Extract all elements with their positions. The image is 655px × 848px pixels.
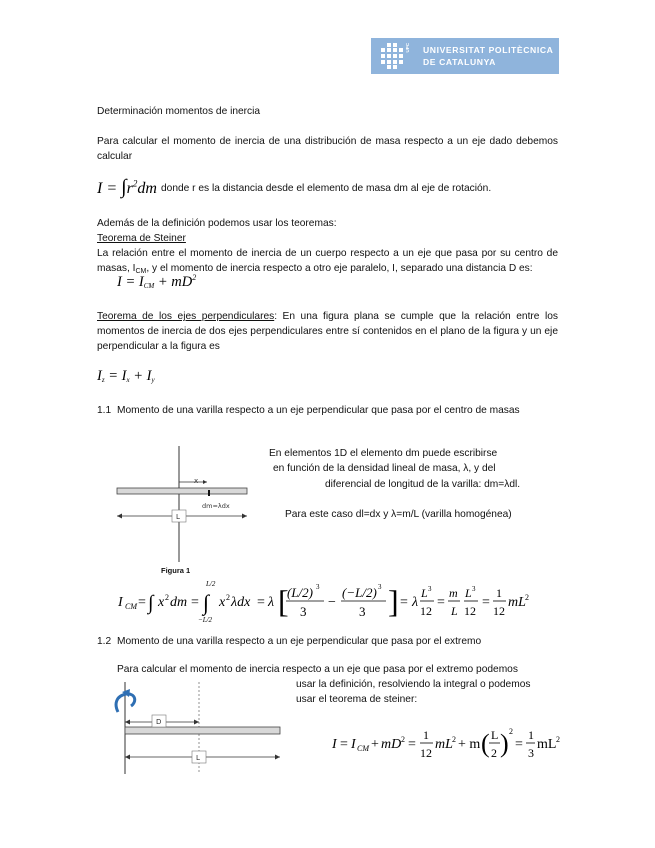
svg-text:2: 2 — [226, 593, 230, 602]
svg-text:1: 1 — [528, 728, 534, 742]
svg-text:2: 2 — [401, 735, 405, 744]
fig1-label-dm: dm=λdx — [202, 502, 230, 510]
svg-text:2: 2 — [525, 593, 529, 602]
svg-text:(: ( — [481, 729, 490, 758]
svg-text:x: x — [158, 595, 165, 610]
svg-text:(L/2): (L/2) — [287, 585, 313, 600]
formula-note: donde r es la distancia desde el elemento de masa dm al eje de rotación. — [161, 183, 492, 194]
svg-text:−L/2: −L/2 — [198, 616, 213, 624]
perp-text-body: : En una figura plana se cumple que la relación entre los momentos de inercia de dos ejes perpendiculares entre sí contenidos en el plano de la figura y un eje perpendicular a la figura es — [97, 311, 558, 352]
svg-text:λdx: λdx — [231, 595, 251, 610]
svg-text:x: x — [219, 595, 226, 610]
logo-emblem-icon — [379, 43, 403, 69]
svg-text:]: ] — [388, 583, 399, 619]
svg-text:=: = — [408, 737, 416, 752]
figure-1-caption: Figura 1 — [161, 566, 191, 575]
svg-text:mL: mL — [508, 595, 526, 610]
svg-text:L: L — [421, 586, 428, 600]
svg-text:L/2: L/2 — [206, 580, 216, 588]
perp-heading: Teorema de los ejes perpendiculares — [97, 311, 275, 322]
svg-text:CM: CM — [125, 602, 137, 611]
svg-text:mL: mL — [537, 737, 557, 752]
svg-text:∫: ∫ — [148, 592, 154, 614]
svg-text:3: 3 — [428, 585, 432, 593]
fig1-label-l: L — [176, 513, 180, 521]
fig2-label-d: D — [156, 718, 162, 726]
svg-text:=: = — [191, 595, 199, 610]
section-1-heading: Momento de una varilla respecto a un eje perpendicular que pasa por el centro de masas — [117, 405, 520, 416]
svg-text:I: I — [118, 595, 123, 610]
svg-text:3: 3 — [528, 746, 534, 760]
svg-text:3: 3 — [300, 604, 307, 619]
svg-text:3: 3 — [378, 583, 382, 591]
rod-center-inertia-formula — [110, 576, 530, 628]
svg-text:2: 2 — [165, 593, 169, 602]
svg-text:1: 1 — [496, 586, 502, 600]
perp-text — [97, 309, 558, 354]
steiner-text-b: , y el momento de inercia respecto a otro eje paralelo, I, separado una distancia D es: — [146, 263, 533, 274]
fig1-label-x: x — [194, 477, 199, 485]
logo-line-1: UNIVERSITAT POLITÈCNICA — [423, 45, 554, 55]
section-1-text-1: En elementos 1D el elemento dm puede escribirse — [269, 448, 498, 459]
svg-text:12: 12 — [464, 604, 476, 618]
svg-text:12: 12 — [493, 604, 505, 618]
steiner-text-a: La relación entre el momento de inercia de un cuerpo respecto a un eje que pasa por su centro de masas, I — [97, 248, 558, 274]
svg-text:I: I — [351, 737, 356, 752]
svg-text:12: 12 — [420, 604, 432, 618]
svg-text:=: = — [515, 737, 523, 752]
svg-text:L: L — [451, 604, 458, 618]
svg-text:I: I — [332, 737, 337, 752]
svg-text:m: m — [449, 586, 458, 600]
svg-text:3: 3 — [316, 583, 320, 591]
svg-text:=: = — [437, 595, 445, 610]
fig2-label-l: L — [196, 754, 200, 762]
theorems-intro: Además de la definición podemos usar los teoremas: — [97, 218, 337, 229]
section-2-text-3: usar el teorema de steiner: — [296, 694, 418, 705]
perpendicular-axes-formula: $I_z = I_x + I_y$ — [97, 368, 155, 384]
section-1-text-3: diferencial de longitud de la varilla: dm=λdl. — [325, 479, 521, 490]
university-logo — [371, 38, 559, 74]
svg-text:L: L — [491, 728, 499, 742]
svg-text:(−L/2): (−L/2) — [342, 585, 377, 600]
svg-text:dm: dm — [170, 595, 188, 610]
svg-text:2: 2 — [452, 735, 456, 744]
svg-text:mD: mD — [381, 737, 402, 752]
svg-text:CM: CM — [357, 744, 369, 753]
svg-text:2: 2 — [556, 735, 560, 744]
svg-text:λ: λ — [268, 595, 275, 610]
figure-2-rod-end — [112, 678, 288, 778]
page-title: Determinación momentos de inercia — [97, 106, 261, 117]
section-1-text-2: en función de la densidad lineal de masa, λ, y del — [273, 463, 496, 474]
figure-1-rod-center — [112, 442, 262, 564]
svg-text:=: = — [340, 737, 348, 752]
section-1-text-4: Para este caso dl=dx y λ=m/L (varilla homogénea) — [285, 509, 512, 520]
svg-text:): ) — [500, 729, 509, 758]
svg-text:3: 3 — [359, 604, 366, 619]
svg-text:[: [ — [278, 583, 289, 619]
section-1-number: 1.1 — [97, 405, 112, 416]
svg-text:=: = — [138, 595, 146, 610]
svg-text:λ: λ — [412, 595, 419, 610]
steiner-formula: $I = I_{CM} + mD^2$ — [117, 273, 197, 290]
logo-line-2: DE CATALUNYA — [423, 57, 496, 67]
svg-text:=: = — [400, 595, 408, 610]
svg-text:+: + — [371, 737, 379, 752]
section-2-number: 1.2 — [97, 636, 112, 647]
section-2-heading: Momento de una varilla respecto a un eje perpendicular que pasa por el extremo — [117, 636, 482, 647]
svg-text:2: 2 — [491, 746, 497, 760]
svg-text:2: 2 — [509, 727, 513, 736]
svg-text:−: − — [328, 595, 336, 610]
svg-text:12: 12 — [420, 746, 432, 760]
svg-text:+ m: + m — [458, 737, 481, 752]
section-2-text-1: Para calcular el momento de inercia respecto a un eje que pasa por el extremo podemos — [117, 664, 518, 675]
section-2-text-2: usar la definición, resolviendo la integral o podemos — [296, 679, 531, 690]
svg-text:3: 3 — [472, 585, 476, 593]
steiner-text-sub: CM — [135, 268, 147, 275]
svg-text:∫: ∫ — [203, 590, 210, 615]
svg-text:=: = — [482, 595, 490, 610]
intro-paragraph: Para calcular el momento de inercia de una distribución de masa respecto a un eje dado debemos calcular — [97, 136, 558, 162]
inertia-definition-formula: $I = \int r^2dm$ — [97, 176, 157, 198]
logo-abbr: UPC — [405, 43, 410, 53]
svg-text:1: 1 — [423, 728, 429, 742]
svg-text:mL: mL — [435, 737, 453, 752]
steiner-rod-end-formula — [328, 720, 560, 770]
svg-text:=: = — [257, 595, 265, 610]
svg-text:L: L — [465, 586, 472, 600]
steiner-heading: Teorema de Steiner — [97, 233, 186, 244]
